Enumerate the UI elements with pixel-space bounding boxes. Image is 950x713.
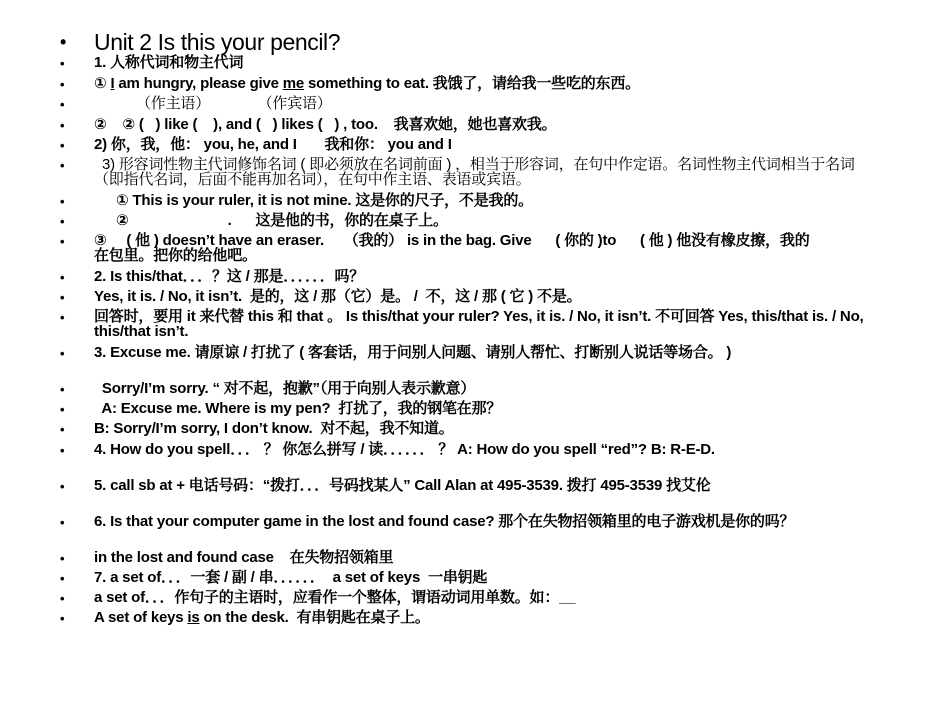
blank-underline: __: [559, 589, 576, 606]
line-segment: A set of keys: [94, 609, 188, 626]
line-text: （作主语） （作宾语）: [136, 95, 332, 112]
line-text: 7. a set of．．．一套 / 副 / 串．．．．．． a set of keys 一串钥匙: [94, 569, 488, 586]
line-segment: on the desk. 有串钥匙在桌子上。: [199, 609, 430, 626]
bullet-icon: •: [60, 158, 65, 173]
line-text: 回答时，要用 it 来代替 this 和 that 。 Is this/that your ruler? Yes, it is. / No, it isn’t. 不可回答 Yes, this/that is. / No, this/that isn’t.: [94, 308, 864, 340]
line-text: Sorry/I’m sorry. “ 对不起，抱歉”（用于向别人表示歉意）: [94, 380, 476, 397]
line-text: ③ ( 他 ) doesn’t have an eraser. （我的） is in the bag. Give ( 你的 )to ( 他 ) 他没有橡皮擦，我的在包里。把你的给他吧。: [94, 232, 810, 264]
line-text: [94, 610, 869, 625]
bullet-icon: •: [60, 515, 65, 530]
line-text: 6. Is that your computer game in the lost and found case? 那个在失物招领箱里的电子游戏机是你的吗？: [94, 513, 795, 530]
bullet-icon: •: [60, 270, 65, 285]
line-segment: ①: [94, 75, 111, 92]
line-text: 3. Excuse me. 请原谅 / 打扰了 ( 客套话，用于问别人问题、请别人帮忙、打断别人说话等场合。 ): [94, 344, 732, 361]
bullet-icon: •: [60, 118, 65, 133]
line-text: 2. Is this/that．．．？这 / 那是．．．．．．吗？: [94, 268, 365, 285]
line-text: B: Sorry/I’m sorry, I don’t know. 对不起，我不知道。: [94, 420, 454, 437]
bullet-icon: •: [60, 346, 65, 361]
line-text: 2) 你，我，他： you, he, and I 我和你： you and I: [94, 136, 452, 153]
bullet-icon: •: [60, 214, 65, 229]
underlined-word: me: [282, 75, 305, 92]
bullet-icon: •: [60, 591, 65, 606]
line-text: ② . 这是他的书，你的在桌子上。: [116, 212, 448, 229]
underlined-word: is: [187, 609, 200, 626]
bullet-icon: •: [60, 290, 65, 305]
page-title: Unit 2 Is this your pencil?: [94, 29, 341, 55]
bullet-icon: •: [60, 97, 65, 112]
line-text: [94, 590, 869, 605]
bullet-icon: •: [60, 56, 65, 71]
bullet-icon: •: [60, 138, 65, 153]
bullet-icon: •: [60, 422, 65, 437]
line-text: in the lost and found case 在失物招领箱里: [94, 549, 394, 566]
bullet-icon: •: [60, 443, 65, 458]
bullet-icon: •: [60, 194, 65, 209]
bullet-icon: •: [60, 402, 65, 417]
bullet-icon: •: [60, 551, 65, 566]
line-segment: a set of．．．作句子的主语时，应看作一个整体，谓语动词用单数。如：: [94, 589, 560, 606]
bullet-icon: •: [60, 611, 65, 626]
line-text: Yes, it is. / No, it isn’t. 是的，这 / 那（它）是。 / 不，这 / 那 ( 它 ) 不是。: [94, 288, 582, 305]
bullet-icon: •: [60, 571, 65, 586]
line-text: 1. 人称代词和物主代词: [94, 54, 244, 71]
line-text: 3) 形容词性物主代词修饰名词 ( 即必须放在名词前面 ) ，相当于形容词，在句中作定语。名词性物主代词相当于名词（即指代名词，后面不能再加名词），在句中作主语、表语或宾语。: [94, 156, 855, 188]
line-segment: am hungry, please give: [114, 75, 283, 92]
line-text: 4. How do you spell．．． ？ 你怎么拼写 / 读．．．．．． ？ A: How do you spell “red”? B: R-E-D.: [94, 441, 715, 458]
bullet-icon: •: [60, 32, 67, 52]
bullet-icon: •: [60, 77, 65, 92]
bullet-icon: •: [60, 310, 65, 325]
line-text: [94, 76, 869, 91]
line-segment: something to eat. 我饿了，请给我一些吃的东西。: [304, 75, 640, 92]
bullet-icon: •: [60, 382, 65, 397]
line-text: ② ② ( ) like ( ), and ( ) likes ( ) , too. 我喜欢她，她也喜欢我。: [94, 116, 557, 133]
line-text: 5. call sb at + 电话号码：“拨打．．．号码找某人” Call Alan at 495-3539. 拨打 495-3539 找艾伦: [94, 477, 711, 494]
line-text: ① This is your ruler, it is not mine. 这是你的尺子，不是我的。: [116, 192, 533, 209]
bullet-icon: •: [60, 479, 65, 494]
underlined-word: I: [110, 75, 115, 92]
bullet-icon: •: [60, 234, 65, 249]
line-text: A: Excuse me. Where is my pen? 打扰了，我的钢笔在那？: [94, 400, 502, 417]
